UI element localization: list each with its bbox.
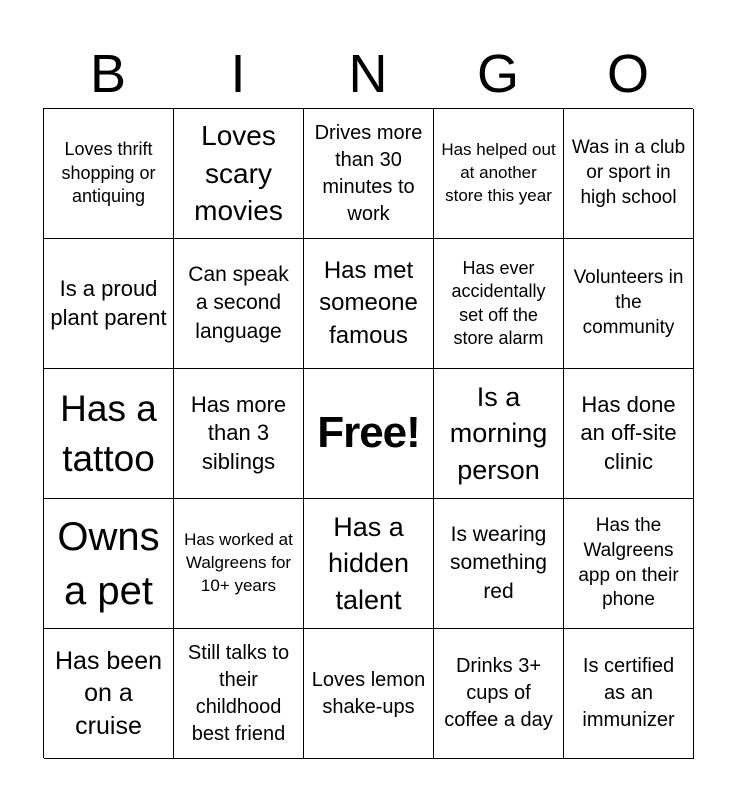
bingo-board — [43, 108, 693, 758]
header-letter-i: I — [230, 44, 246, 104]
bingo-cell[interactable]: Loves scary movies — [174, 109, 304, 239]
bingo-cell[interactable]: Volunteers in the community — [564, 239, 694, 369]
bingo-cell[interactable]: Still talks to their childhood best friend — [174, 629, 304, 759]
bingo-cell[interactable]: Was in a club or sport in high school — [564, 109, 694, 239]
free-space[interactable]: Free! — [304, 369, 434, 499]
bingo-cell[interactable]: Has a hidden talent — [304, 499, 434, 629]
bingo-cell[interactable]: Has done an off-site clinic — [564, 369, 694, 499]
bingo-cell[interactable]: Drives more than 30 minutes to work — [304, 109, 434, 239]
bingo-header — [43, 40, 693, 108]
bingo-cell[interactable]: Drinks 3+ cups of coffee a day — [434, 629, 564, 759]
bingo-cell[interactable]: Has been on a cruise — [44, 629, 174, 759]
bingo-cell[interactable]: Loves lemon shake-ups — [304, 629, 434, 759]
bingo-cell[interactable]: Loves thrift shopping or antiquing — [44, 109, 174, 239]
bingo-cell[interactable]: Has a tattoo — [44, 369, 174, 499]
header-letter-g: G — [476, 44, 519, 104]
header-letter-b: B — [89, 44, 127, 104]
bingo-cell[interactable]: Owns a pet — [44, 499, 174, 629]
bingo-cell[interactable]: Is certified as an immunizer — [564, 629, 694, 759]
header-letter-o: O — [606, 44, 649, 104]
bingo-cell[interactable]: Has more than 3 siblings — [174, 369, 304, 499]
bingo-cell[interactable]: Is a morning person — [434, 369, 564, 499]
bingo-cell[interactable]: Has worked at Walgreens for 10+ years — [174, 499, 304, 629]
bingo-cell[interactable]: Has ever accidentally set off the store alarm — [434, 239, 564, 369]
bingo-cell[interactable]: Has met someone famous — [304, 239, 434, 369]
bingo-cell[interactable]: Has helped out at another store this year — [434, 109, 564, 239]
header-letter-n: N — [348, 44, 388, 104]
bingo-cell[interactable]: Is a proud plant parent — [44, 239, 174, 369]
bingo-cell[interactable]: Can speak a second language — [174, 239, 304, 369]
bingo-cell[interactable]: Has the Walgreens app on their phone — [564, 499, 694, 629]
bingo-cell[interactable]: Is wearing something red — [434, 499, 564, 629]
